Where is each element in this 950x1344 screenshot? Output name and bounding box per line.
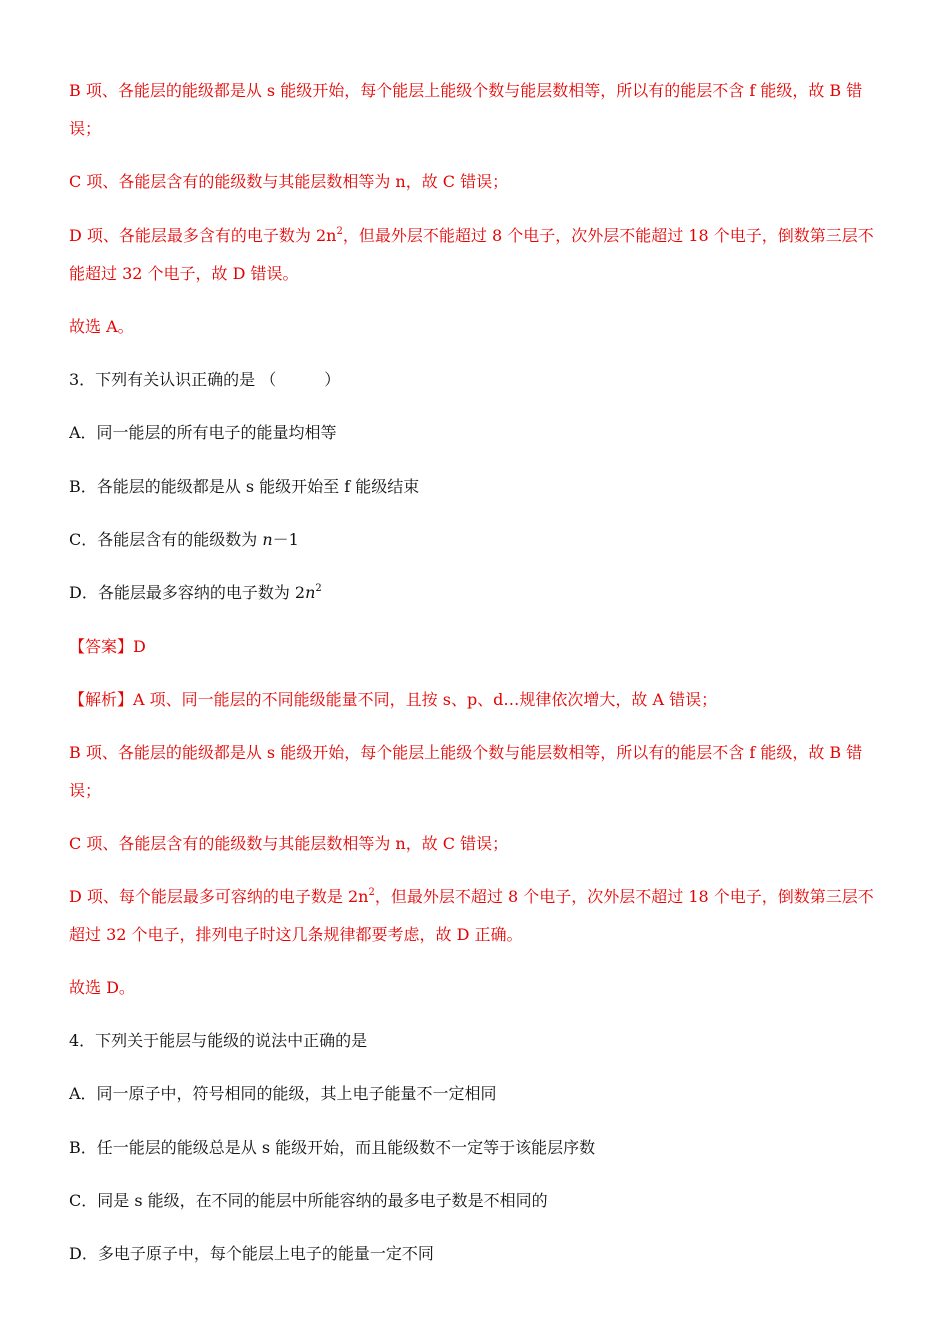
prev-analysis-d-sup: 2 (336, 226, 343, 237)
q4-stem: 4．下列关于能层与能级的说法中正确的是 (69, 1031, 368, 1050)
prev-analysis-d-post: ，但最外层不能超过 8 个电子，次外层不能超过 18 个电子，倒数第三层不 (342, 226, 874, 245)
q3-option-d-var: n (305, 583, 316, 602)
q3-option-c-var: n (262, 530, 273, 549)
q3-option-d-pre: D．各能层最多容纳的电子数为 2 (69, 583, 306, 602)
q3-option-c (69, 530, 884, 550)
q3-analysis-c: C 项、各能层含有的能级数与其能层数相等为 n，故 C 错误； (69, 834, 509, 853)
prev-analysis-c: C 项、各能层含有的能级数与其能层数相等为 n，故 C 错误； (69, 172, 509, 191)
q3-option-b: B．各能层的能级都是从 s 能级开始至 f 能级结束 (69, 477, 420, 496)
q3-analysis-b-line1: B 项、各能层的能级都是从 s 能级开始，每个能层上能级个数与能层数相等，所以有的能层不含 f 能级，故 B 错 (69, 743, 863, 762)
prev-analysis-b-line2: 误； (69, 119, 102, 138)
q3-analysis-d-line2: 超过 32 个电子，排列电子时这几条规律都要考虑，故 D 正确。 (69, 925, 523, 944)
q3-option-d-sup: 2 (315, 583, 322, 594)
q3-option-a: A．同一能层的所有电子的能量均相等 (69, 423, 337, 442)
prev-analysis-d-line1 (69, 226, 884, 246)
q3-analysis-d-post: ，但最外层不超过 8 个电子，次外层不超过 18 个电子，倒数第三层不 (374, 887, 874, 906)
q3-stem: 3．下列有关认识正确的是 （ ） (69, 370, 341, 389)
q3-analysis-d-pre: D 项、每个能层最多可容纳的电子数是 2n (69, 887, 369, 906)
q3-analysis-d-line1 (69, 887, 884, 907)
q3-analysis-conclusion: 故选 D。 (69, 978, 135, 997)
q3-analysis-a: 【解析】A 项、同一能层的不同能级能量不同，且按 s、p、d…规律依次增大，故 A 错误； (69, 690, 718, 709)
prev-analysis-conclusion: 故选 A。 (69, 317, 134, 336)
prev-analysis-d-pre: D 项、各能层最多含有的电子数为 2n (69, 226, 337, 245)
prev-analysis-d-line2: 能超过 32 个电子，故 D 错误。 (69, 264, 299, 283)
q4-option-d: D．多电子原子中，每个能层上电子的能量一定不同 (69, 1244, 434, 1263)
q4-option-b: B．任一能层的能级总是从 s 能级开始，而且能级数不一定等于该能层序数 (69, 1138, 596, 1157)
q3-option-d (69, 583, 884, 603)
prev-analysis-b-line1: B 项、各能层的能级都是从 s 能级开始，每个能层上能级个数与能层数相等，所以有的能层不含 f 能级，故 B 错 (69, 81, 863, 100)
q3-option-c-post: －1 (272, 530, 299, 549)
q4-option-a: A．同一原子中，符号相同的能级，其上电子能量不一定相同 (69, 1084, 497, 1103)
q3-option-c-pre: C．各能层含有的能级数为 (69, 530, 263, 549)
q4-option-c: C．同是 s 能级，在不同的能层中所能容纳的最多电子数是不相同的 (69, 1191, 548, 1210)
q3-analysis-b-line2: 误； (69, 781, 102, 800)
q3-answer: 【答案】D (69, 637, 146, 656)
q3-analysis-d-sup: 2 (368, 887, 375, 898)
